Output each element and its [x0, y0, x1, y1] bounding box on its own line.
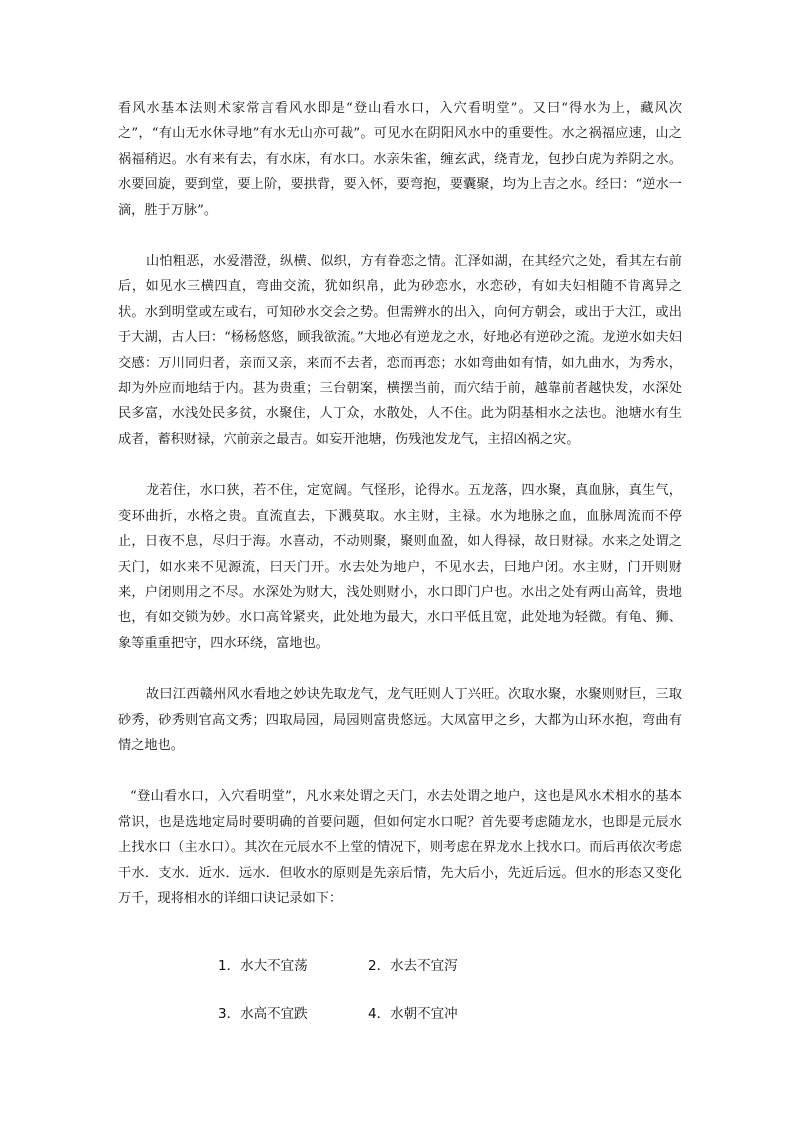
- rule-item: 4．水朝不宜冲: [368, 1006, 458, 1022]
- paragraph-mingtang: “登山看水口，入穴看明堂”，凡水来处谓之天门，水去处谓之地户，这也是风水术相水的基本常识，也是选地定局时要明确的首要问题，但如何定水口呢？首先要考虑随龙水，也即是元辰水上找水口（主水口）。其次在元辰水不上堂的情况下，则考虑在界龙水上找水口。而后再依次考虑干水．支水．近水．远水．但收水的原则是先亲后情，先大后小，先近后远。但水的形态又变化万千，现将相水的详细口诀记录如下：: [118, 789, 682, 906]
- paragraph-mountain-water: 山怕粗恶，水爱潜澄，纵横、似织，方有眷恋之情。汇泽如湖，在其经穴之处，看其左右前后，如见水三横四直，弯曲交流，犹如织帛，此为砂恋水，水恋砂，有如夫妇相随不肯离异之状。水到明堂或左或右，可知砂水交会之势。但需辨水的出入，向何方朝会，或出于大江，或出于大湖，古人曰：“杨杨悠悠，顾我欲流。”大地必有逆龙之水，好地必有逆砂之流。龙逆水如夫妇交感：万川同归者，亲而又亲，来而不去者，恋而再恋；水如弯曲如有情，如九曲水，为秀水，却为外应而地结于内。甚为贵重；三台朝案，横摆当前，而穴结于前，越靠前者越快发，水深处民多富，水浅处民多贫，水聚住，人丁众，水散处，人不住。此为阴基相水之法也。池塘水有生成者，蓄积财禄，穴前亲之最吉。如妄开池塘，伤残池发龙气，主招凶祸之灾。: [118, 254, 682, 447]
- paragraph-water-mouth: 龙若住，水口狭，若不住，定宽阔。气怪形，论得水。五龙落，四水聚，真血脉，真生气，变环曲折，水格之贵。直流直去，下溅莫取。水主财，主禄。水为地脉之血，血脉周流而不停止，日夜不息，尽归于海。水喜动，不动则聚，聚则血盈，如人得禄，故日财禄。水来之处谓之天门，如水来不见源流，曰天门开。水去处为地户，不见水去，曰地户闭。水主财，门开则财来，户闭则用之不尽。水深处为财大，浅处则财小，水口即门户也。水出之处有两山高耸，贵地也，有如交锁为妙。水口高耸紧夹，此处地为最大，水口平低且宽，此处地为轻微。有龟、狮、象等重重把守，四水环绕，富地也。: [118, 483, 682, 651]
- paragraph-ganzhou: 故曰江西赣州风水看地之妙诀先取龙气，龙气旺则人丁兴旺。次取水聚，水聚则财巨，三取砂秀，砂秀则官高文秀；四取局园，局园则富贵悠远。大凤富甲之乡，大都为山环水抱，弯曲有情之地也。: [118, 687, 682, 753]
- rules-row: [218, 1002, 618, 1022]
- rule-item: 2．水去不宜泻: [368, 958, 458, 974]
- rule-item: 3．水高不宜跌: [218, 1006, 308, 1022]
- rule-item: 1．水大不宜荡: [218, 958, 308, 974]
- document-body: [118, 96, 682, 937]
- paragraph-intro: 看风水基本法则术家常言看风水即是“登山看水口，入穴看明堂”。又曰“得水为上，藏风次之”，“有山无水休寻地”有水无山亦可裁”。可见水在阴阳风水中的重要性。水之祸福应速，山之祸福稍迟。水有来有去，有水床，有水口。水亲朱雀，缠玄武，绕青龙，包抄白虎为养阴之水。水要回旋，要到堂，要上阶，要拱背，要入怀，要弯抱，要囊聚，均为上吉之水。经曰：“逆水一滴，胜于万脉”。: [118, 101, 682, 218]
- rules-row: [218, 954, 618, 974]
